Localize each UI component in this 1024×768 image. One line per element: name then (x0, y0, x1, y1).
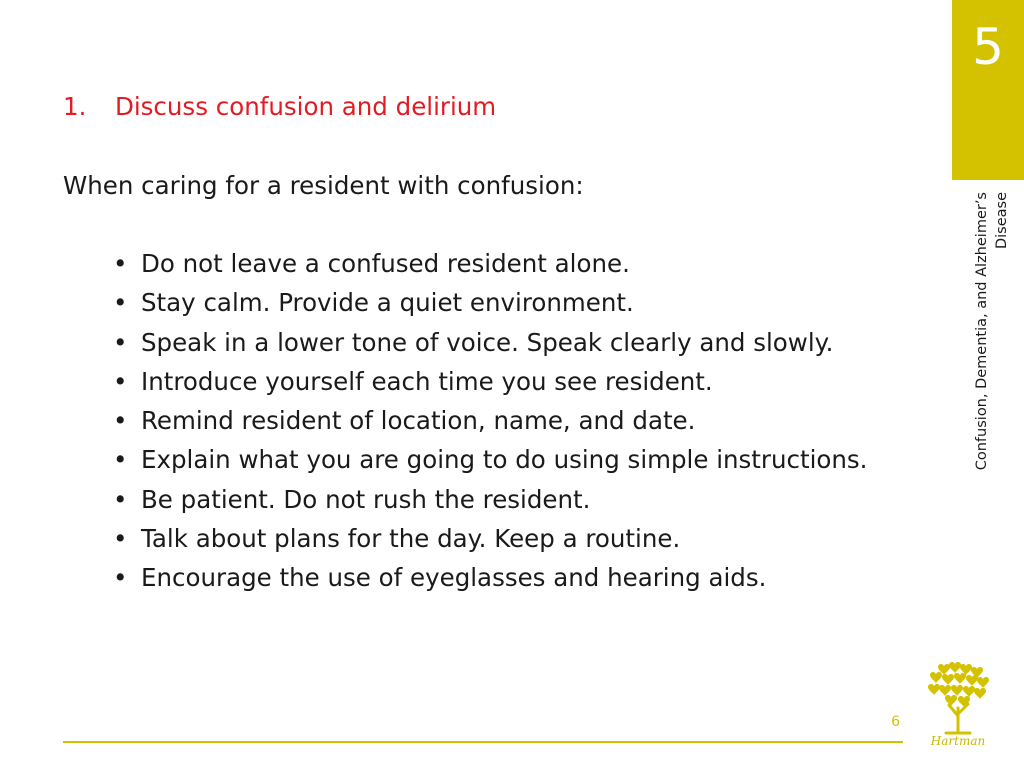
list-item (113, 288, 903, 318)
bullet-icon: • (113, 484, 128, 514)
bullet-icon: • (113, 445, 128, 475)
care-tips-list (113, 249, 903, 603)
list-item-text: Encourage the use of eyeglasses and hearing aids. (141, 563, 767, 593)
list-item (113, 328, 903, 358)
objective-number: 1. (63, 92, 87, 121)
list-item-text: Do not leave a confused resident alone. (141, 249, 630, 278)
chapter-title-line-1: Confusion, Dementia, and Alzheimer’s (974, 192, 990, 471)
list-item (113, 524, 903, 554)
bullet-icon: • (113, 288, 128, 318)
bullet-icon: • (113, 249, 128, 278)
list-item-text: Talk about plans for the day. Keep a routine. (141, 524, 681, 554)
list-item (113, 406, 903, 436)
chapter-title-vertical (972, 192, 1012, 512)
list-item (113, 485, 903, 515)
list-item-text: Stay calm. Provide a quiet environment. (141, 288, 634, 318)
chapter-title-line-2: Disease (994, 192, 1010, 250)
bullet-icon: • (113, 327, 128, 357)
bullet-icon: • (113, 366, 128, 396)
chapter-tab (952, 0, 1024, 180)
list-item-text: Remind resident of location, name, and date. (141, 406, 696, 436)
list-item (113, 367, 903, 397)
bullet-icon: • (113, 563, 128, 593)
page-number: 6 (891, 714, 900, 730)
bullet-icon: • (113, 406, 128, 436)
hartman-logo (922, 658, 994, 754)
list-item (113, 445, 903, 475)
chapter-number: 5 (972, 18, 1004, 76)
objective-text: Discuss confusion and delirium (115, 92, 497, 121)
learning-objective (63, 92, 496, 121)
bullet-icon: • (113, 524, 128, 554)
list-item-text: Explain what you are going to do using simple instructions. (141, 445, 868, 475)
intro-text: When caring for a resident with confusion: (63, 171, 584, 200)
tree-hearts-icon (922, 658, 994, 736)
footer-divider (63, 741, 903, 743)
list-item (113, 249, 903, 279)
list-item-text: Introduce yourself each time you see resident. (141, 366, 713, 396)
list-item-text: Speak in a lower tone of voice. Speak clearly and slowly. (141, 327, 834, 357)
list-item (113, 563, 903, 593)
logo-text: Hartman (930, 734, 986, 748)
list-item-text: Be patient. Do not rush the resident. (141, 484, 591, 514)
